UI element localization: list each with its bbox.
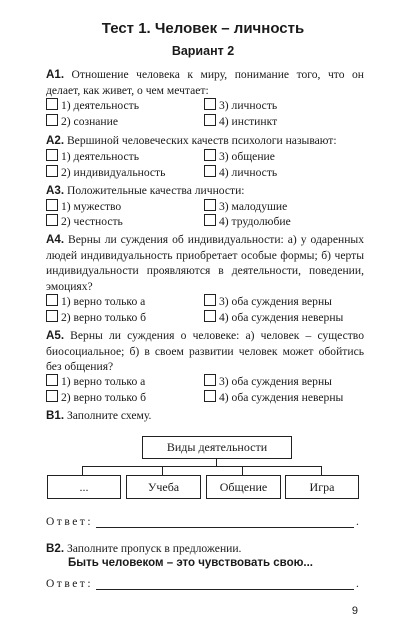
option-a3-3[interactable]: 3) малодушие	[204, 199, 287, 214]
option-a5-4[interactable]: 4) оба суждения неверны	[204, 390, 343, 405]
checkbox[interactable]	[204, 114, 216, 126]
question-text: Положительные качества личности:	[64, 184, 245, 197]
option-a5-3[interactable]: 3) оба суждения верны	[204, 374, 332, 389]
test-title: Тест 1. Человек – личность	[101, 20, 305, 37]
answer-label: Ответ:	[46, 516, 94, 528]
variant-label: Вариант 2	[171, 44, 235, 58]
option-a4-2[interactable]: 2) верно только б	[46, 310, 146, 325]
option-a3-2[interactable]: 2) честность	[46, 214, 123, 229]
checkbox[interactable]	[204, 149, 216, 161]
answer-label: Ответ:	[46, 578, 94, 590]
checkbox[interactable]	[204, 294, 216, 306]
question-text: Отношение человека к миру, понимание того, что он делает, как живет, о чем мечтает:	[46, 68, 364, 97]
checkbox[interactable]	[46, 98, 58, 110]
question-number: А3.	[46, 184, 65, 197]
scheme-blank-box[interactable]: ...	[47, 475, 121, 499]
checkbox[interactable]	[46, 214, 58, 226]
option-a4-3[interactable]: 3) оба суждения верны	[204, 294, 332, 309]
question-a3	[46, 183, 364, 199]
question-text: Вершиной человеческих качеств психологи называют:	[64, 134, 337, 147]
checkbox[interactable]	[46, 149, 58, 161]
page-number: 9	[351, 605, 358, 617]
option-a2-2[interactable]: 2) индивидуальность	[46, 165, 165, 180]
scheme-connector	[162, 466, 163, 475]
option-a1-1[interactable]: 1) деятельность	[46, 98, 139, 113]
option-a4-1[interactable]: 1) верно только а	[46, 294, 145, 309]
scheme-box-play: Игра	[285, 475, 359, 499]
fill-in-sentence: Быть человеком – это чувствовать свою...	[68, 557, 313, 569]
checkbox[interactable]	[204, 374, 216, 386]
option-a1-4[interactable]: 4) инстинкт	[204, 114, 277, 129]
checkbox[interactable]	[46, 294, 58, 306]
answer-end: .	[356, 516, 362, 528]
scheme-connector	[82, 466, 322, 467]
answer-line[interactable]	[96, 527, 354, 528]
question-number: А4.	[46, 233, 65, 246]
question-a4	[46, 232, 364, 294]
question-number: А2.	[46, 134, 65, 147]
question-text: Заполните схему.	[64, 409, 152, 422]
checkbox[interactable]	[204, 165, 216, 177]
answer-line[interactable]	[96, 589, 354, 590]
question-text: Заполните пропуск в предложении.	[64, 542, 242, 555]
question-a2	[46, 133, 364, 149]
scheme-connector	[82, 466, 83, 475]
option-a4-4[interactable]: 4) оба суждения неверны	[204, 310, 343, 325]
checkbox[interactable]	[46, 390, 58, 402]
question-text: Верны ли суждения о человеке: а) человек – существо биосоциальное; б) в своем развитии человек может обойтись без общения?	[46, 329, 364, 373]
option-a2-3[interactable]: 3) общение	[204, 149, 275, 164]
checkbox[interactable]	[204, 214, 216, 226]
option-a5-1[interactable]: 1) верно только а	[46, 374, 145, 389]
question-b2	[46, 541, 364, 557]
option-a3-1[interactable]: 1) мужество	[46, 199, 121, 214]
question-a1	[46, 67, 364, 98]
scheme-connector	[216, 458, 217, 466]
scheme-box-study: Учеба	[126, 475, 201, 499]
scheme-root-box: Виды деятельности	[142, 436, 292, 459]
option-a2-4[interactable]: 4) личность	[204, 165, 277, 180]
checkbox[interactable]	[46, 310, 58, 322]
question-number: В1.	[46, 409, 65, 422]
checkbox[interactable]	[204, 390, 216, 402]
scheme-connector	[321, 466, 322, 475]
checkbox[interactable]	[46, 165, 58, 177]
question-number: А5.	[46, 329, 65, 342]
checkbox[interactable]	[46, 199, 58, 211]
option-a3-4[interactable]: 4) трудолюбие	[204, 214, 291, 229]
question-b1	[46, 408, 364, 424]
question-text: Верны ли суждения об индивидуальности: а) у одаренных людей индивидуальность приобретает особые формы; б) черты индивидуальности проявляются в деятельности, поведении, эмоциях?	[46, 233, 364, 293]
option-a5-2[interactable]: 2) верно только б	[46, 390, 146, 405]
checkbox[interactable]	[46, 374, 58, 386]
question-a5	[46, 328, 364, 375]
option-a1-2[interactable]: 2) сознание	[46, 114, 118, 129]
checkbox[interactable]	[204, 98, 216, 110]
option-a2-1[interactable]: 1) деятельность	[46, 149, 139, 164]
question-number: В2.	[46, 542, 65, 555]
scheme-box-communication: Общение	[206, 475, 281, 499]
answer-end: .	[356, 578, 362, 590]
checkbox[interactable]	[46, 114, 58, 126]
option-a1-3[interactable]: 3) личность	[204, 98, 277, 113]
question-number: А1.	[46, 68, 65, 81]
checkbox[interactable]	[204, 310, 216, 322]
scheme-connector	[242, 466, 243, 475]
checkbox[interactable]	[204, 199, 216, 211]
